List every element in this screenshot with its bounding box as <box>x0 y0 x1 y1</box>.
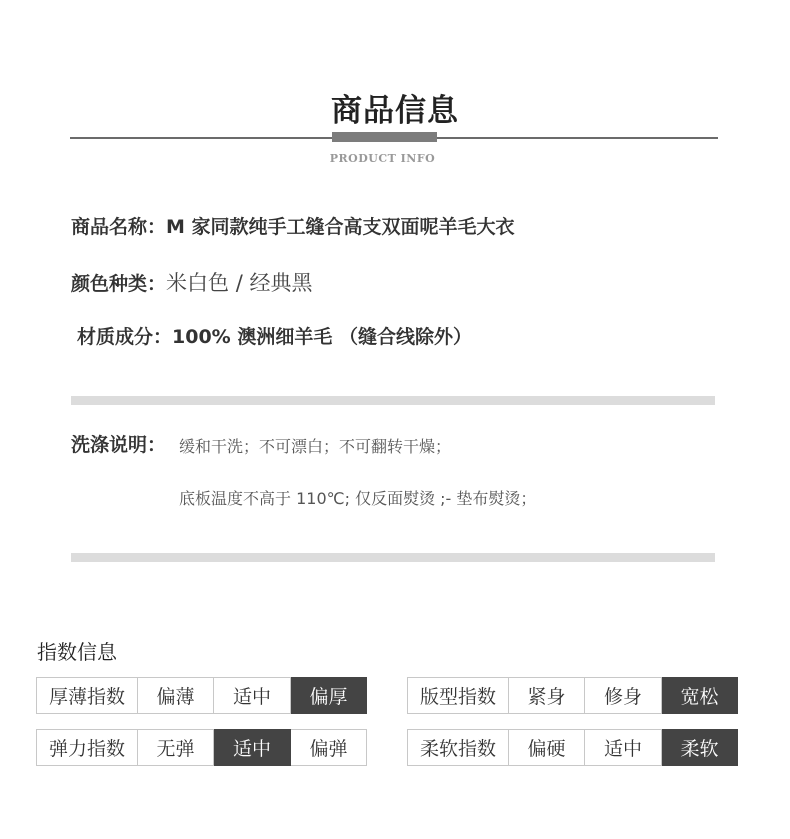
elasticity-index-label: 弹力指数 <box>37 730 138 766</box>
material-label: 材质成分： <box>77 326 173 348</box>
fit-option-slim: 修身 <box>585 678 662 714</box>
thickness-option-thick: 偏厚 <box>291 678 367 714</box>
wash-label: 洗涤说明： <box>71 434 167 456</box>
thickness-option-medium: 适中 <box>214 678 291 714</box>
product-name-label: 商品名称： <box>71 216 167 238</box>
elasticity-option-none: 无弹 <box>138 730 214 766</box>
softness-index-label: 柔软指数 <box>408 730 509 766</box>
thickness-index-label: 厚薄指数 <box>37 678 138 714</box>
elasticity-index-table <box>36 729 367 766</box>
thickness-index-table <box>36 677 367 714</box>
material-value: 100% 澳洲细羊毛 （缝合线除外） <box>172 326 472 348</box>
elasticity-option-stretchy: 偏弹 <box>291 730 367 766</box>
section-divider <box>71 396 715 405</box>
wash-instructions-line-2: 底板温度不高于 110℃; 仅反面熨烫 ;- 垫布熨烫； <box>179 489 537 508</box>
color-row <box>71 267 312 297</box>
section-divider <box>71 553 715 562</box>
fit-index-table <box>407 677 738 714</box>
page-title: 商品信息 <box>331 93 459 129</box>
product-name-row <box>71 212 515 239</box>
material-row <box>77 322 472 349</box>
fit-index-label: 版型指数 <box>408 678 509 714</box>
fit-option-tight: 紧身 <box>509 678 585 714</box>
color-value: 米白色 / 经典黑 <box>166 271 313 295</box>
thickness-option-thin: 偏薄 <box>138 678 214 714</box>
index-section-title: 指数信息 <box>37 640 117 664</box>
elasticity-option-medium: 适中 <box>214 730 291 766</box>
color-label: 颜色种类： <box>71 273 167 295</box>
softness-option-firm: 偏硬 <box>509 730 585 766</box>
fit-option-loose: 宽松 <box>662 678 738 714</box>
title-accent-bar <box>332 132 437 142</box>
page-subtitle: PRODUCT INFO <box>329 152 436 165</box>
wash-instructions-line-1: 缓和干洗；不可漂白；不可翻转干燥； <box>179 437 452 456</box>
softness-index-table <box>407 729 738 766</box>
product-name-value: M 家同款纯手工缝合高支双面呢羊毛大衣 <box>166 216 515 238</box>
softness-option-medium: 适中 <box>585 730 662 766</box>
softness-option-soft: 柔软 <box>662 730 738 766</box>
